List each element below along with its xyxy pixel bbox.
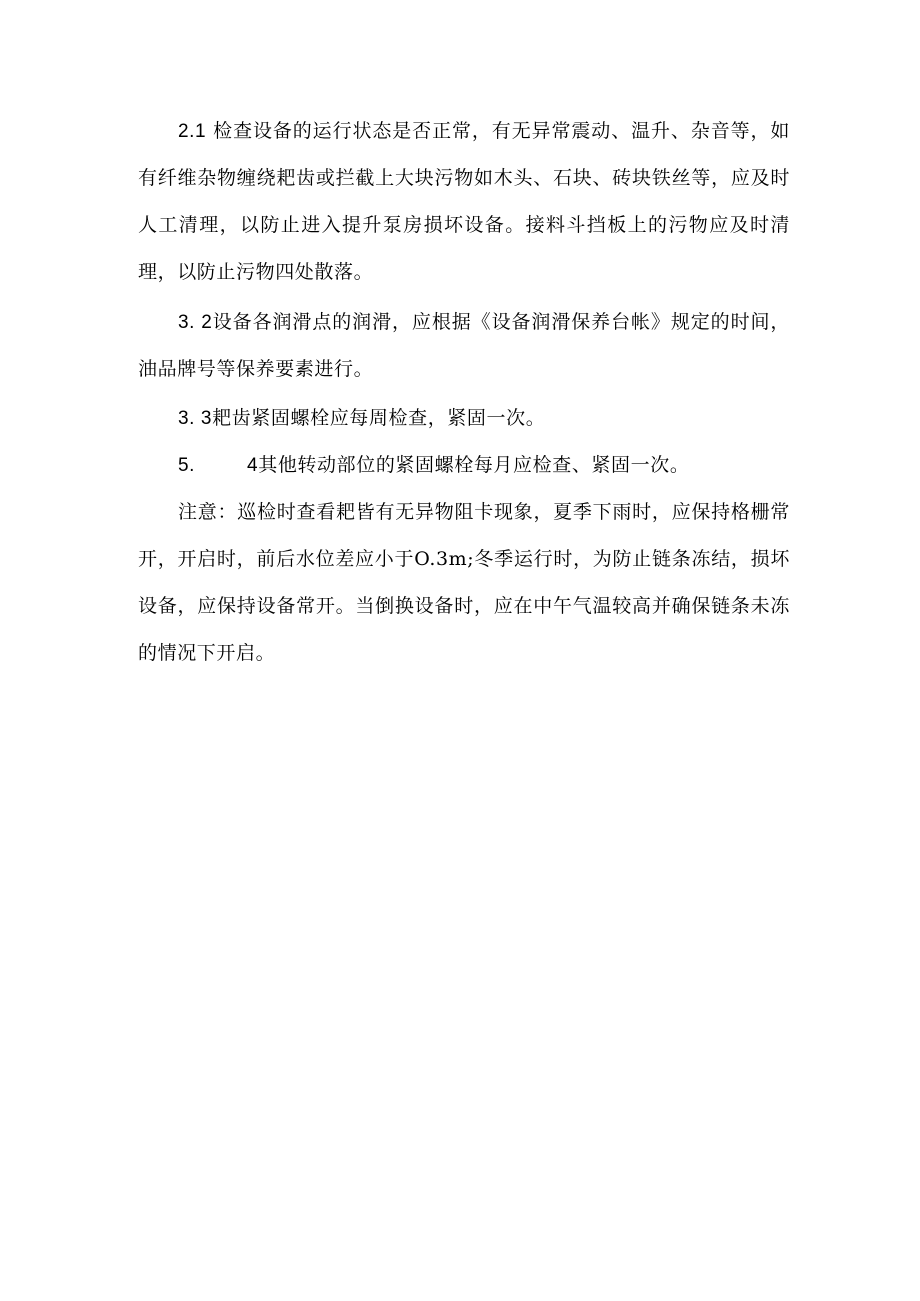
paragraph-text: 设备各润滑点的润滑，应根据《设备润滑保养台帐》规定的时间，油品牌号等保养要素进行。 <box>138 311 791 380</box>
paragraph-3-2 <box>138 299 790 393</box>
paragraph-number-suffix: 4 <box>247 455 259 476</box>
note-text: 巡检时查看耙皆有无异物阻卡现象，夏季下雨时，应保持格栅常开，开启时，前后水位差应小于O.3m;冬季运行时，为防止链条冻结，损坏设备，应保持设备常开。当倒换设备时，应在中午气温较高并确保链条未冻的情况下开启。 <box>138 501 790 664</box>
paragraph-text: 检查设备的运行状态是否正常，有无异常震动、温升、杂音等，如有纤维杂物缠绕耙齿或拦截上大块污物如木头、石块、砖块铁丝等，应及时人工清理，以防止进入提升泵房损坏设备。接料斗挡板上的污物应及时清理，以防止污物四处散落。 <box>138 120 791 283</box>
paragraph-5-4 <box>138 442 790 489</box>
paragraph-text: 耙齿紧固螺栓应每周检查，紧固一次。 <box>212 407 546 429</box>
note-label: 注意： <box>178 501 238 523</box>
paragraph-text: 其他转动部位的紧固螺栓每月应检查、紧固一次。 <box>258 454 690 476</box>
paragraph-number: 3. 3 <box>178 408 213 429</box>
paragraph-3-3 <box>138 395 790 442</box>
paragraph-number: 2.1 <box>178 121 207 142</box>
paragraph-number: 3. 2 <box>178 312 213 333</box>
paragraph-number: 5. <box>178 455 196 476</box>
paragraph-2-1 <box>138 108 790 296</box>
note-paragraph <box>138 489 790 677</box>
